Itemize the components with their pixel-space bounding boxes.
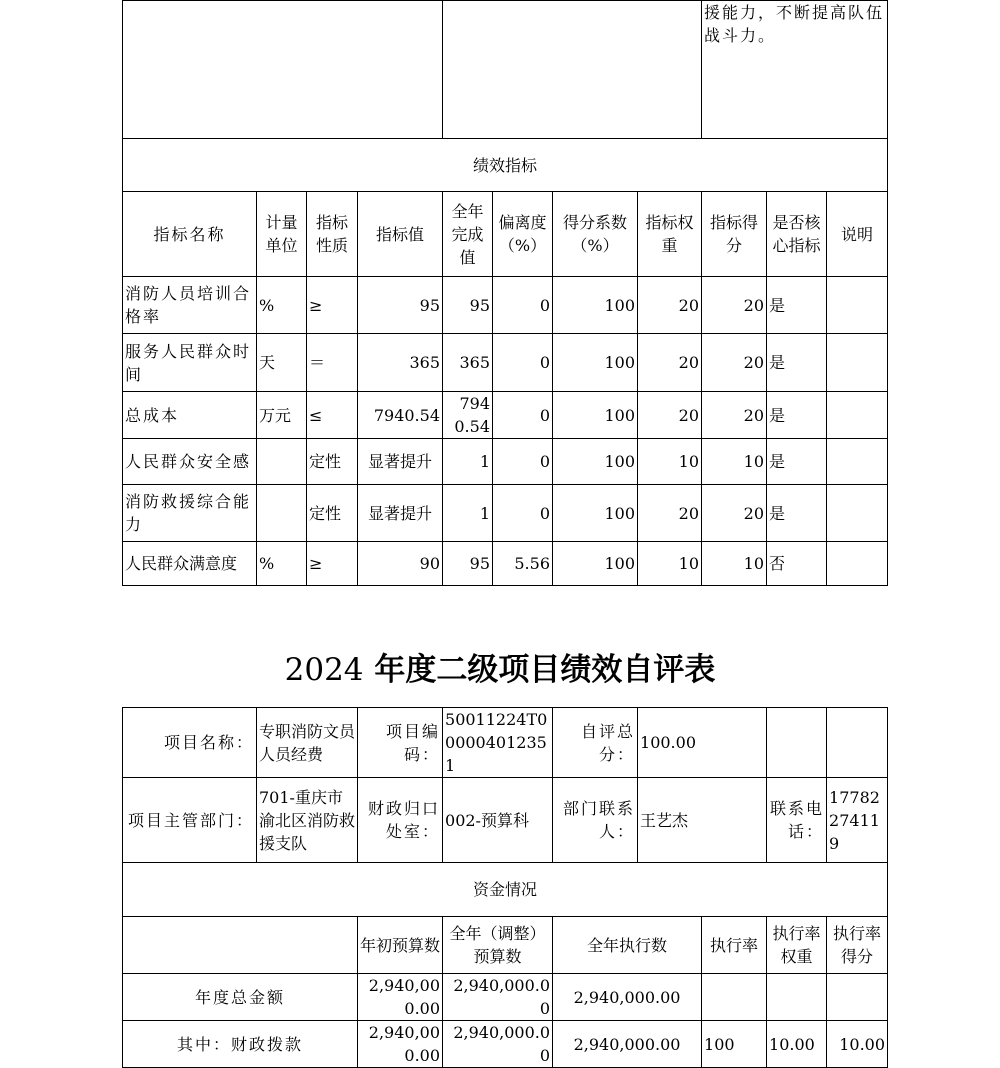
nature-cell: ＝ xyxy=(307,334,358,392)
performance-indicator-table xyxy=(122,0,888,586)
contact-person-value: 王艺杰 xyxy=(638,778,767,863)
self-score-label: 自评总分： xyxy=(553,708,638,778)
execution-rate: 100 xyxy=(702,1021,767,1068)
core-flag-cell: 是 xyxy=(767,334,827,392)
weight-cell: 20 xyxy=(638,334,702,392)
execution-score: 10.00 xyxy=(827,1021,888,1068)
score-cell: 20 xyxy=(702,334,767,392)
score-coef-cell: 100 xyxy=(553,392,638,439)
department-value: 701-重庆市渝北区消防救援支队 xyxy=(257,778,358,863)
deviation-cell: 0 xyxy=(493,392,553,439)
funds-header-row xyxy=(123,917,888,974)
core-flag-cell: 是 xyxy=(767,277,827,334)
continued-row xyxy=(123,1,888,139)
unit-cell xyxy=(257,485,307,542)
note-cell xyxy=(827,439,888,485)
target-value: 95 xyxy=(358,277,443,334)
unit-cell: 天 xyxy=(257,334,307,392)
header-cell: 偏离度（%） xyxy=(493,192,553,277)
weight-cell: 10 xyxy=(638,542,702,586)
target-value: 365 xyxy=(358,334,443,392)
project-evaluation-table xyxy=(122,707,888,1068)
actual-value: 1 xyxy=(443,439,493,485)
funds-row xyxy=(123,1021,888,1068)
self-score-value: 100.00 xyxy=(638,708,767,778)
header-row xyxy=(123,192,888,277)
table-row xyxy=(123,542,888,586)
deviation-cell: 0 xyxy=(493,334,553,392)
finance-office-value: 002-预算科 xyxy=(443,778,553,863)
score-coef-cell: 100 xyxy=(553,485,638,542)
funds-header-cell: 全年执行数 xyxy=(553,917,702,974)
unit-cell: % xyxy=(257,542,307,586)
header-cell: 全年完成值 xyxy=(443,192,493,277)
core-flag-cell: 是 xyxy=(767,392,827,439)
target-value: 显著提升 xyxy=(358,485,443,542)
note-cell xyxy=(827,334,888,392)
header-cell: 说明 xyxy=(827,192,888,277)
initial-budget: 2,940,000.00 xyxy=(358,1021,443,1068)
weight-cell: 10 xyxy=(638,439,702,485)
deviation-cell: 5.56 xyxy=(493,542,553,586)
adjusted-budget: 2,940,000.00 xyxy=(443,1021,553,1068)
indicator-name: 消防救援综合能力 xyxy=(123,485,257,542)
weight-cell: 20 xyxy=(638,277,702,334)
score-coef-cell: 100 xyxy=(553,277,638,334)
project-name-row xyxy=(123,708,888,778)
score-cell: 20 xyxy=(702,485,767,542)
adjusted-budget: 2,940,000.00 xyxy=(443,974,553,1021)
header-cell: 计量单位 xyxy=(257,192,307,277)
continued-text: 援能力，不断提高队伍战斗力。 xyxy=(702,1,888,139)
actual-value: 1 xyxy=(443,485,493,542)
department-label: 项目主管部门： xyxy=(123,778,257,863)
funds-header-cell: 执行率权重 xyxy=(767,917,827,974)
target-value: 7940.54 xyxy=(358,392,443,439)
funds-header-cell: 执行率得分 xyxy=(827,917,888,974)
score-cell: 10 xyxy=(702,439,767,485)
indicator-name: 服务人民群众时间 xyxy=(123,334,257,392)
table-row xyxy=(123,439,888,485)
deviation-cell: 0 xyxy=(493,439,553,485)
section-title-row xyxy=(123,139,888,192)
nature-cell: 定性 xyxy=(307,485,358,542)
table-row xyxy=(123,334,888,392)
header-cell: 得分系数（%） xyxy=(553,192,638,277)
header-cell: 指标权重 xyxy=(638,192,702,277)
funds-row-label: 年度总金额 xyxy=(123,974,358,1021)
project-code-value: 50011224T000004012351 xyxy=(443,708,553,778)
weight-cell: 20 xyxy=(638,485,702,542)
finance-office-label: 财政归口处室： xyxy=(358,778,443,863)
header-cell: 指标性质 xyxy=(307,192,358,277)
table-row xyxy=(123,392,888,439)
blank-cell xyxy=(123,1,443,139)
note-cell xyxy=(827,277,888,334)
note-cell xyxy=(827,542,888,586)
actual-value: 365 xyxy=(443,334,493,392)
target-value: 显著提升 xyxy=(358,439,443,485)
funds-section-title: 资金情况 xyxy=(123,863,888,917)
phone-value: 17782274119 xyxy=(827,778,888,863)
table-row xyxy=(123,485,888,542)
core-flag-cell: 是 xyxy=(767,485,827,542)
execution-weight: 10.00 xyxy=(767,1021,827,1068)
unit-cell: % xyxy=(257,277,307,334)
execution-rate xyxy=(702,974,767,1021)
nature-cell: ≥ xyxy=(307,277,358,334)
actual-value: 95 xyxy=(443,277,493,334)
actual-value: 95 xyxy=(443,542,493,586)
blank-cell xyxy=(443,1,702,139)
department-row xyxy=(123,778,888,863)
project-name-label: 项目名称： xyxy=(123,708,257,778)
executed-amount: 2,940,000.00 xyxy=(553,974,702,1021)
score-cell: 10 xyxy=(702,542,767,586)
header-cell: 是否核心指标 xyxy=(767,192,827,277)
blank-cell xyxy=(767,708,827,778)
deviation-cell: 0 xyxy=(493,485,553,542)
funds-section-row xyxy=(123,863,888,917)
target-value: 90 xyxy=(358,542,443,586)
funds-header-cell xyxy=(123,917,358,974)
initial-budget: 2,940,000.00 xyxy=(358,974,443,1021)
actual-value: 7940.54 xyxy=(443,392,493,439)
page-title xyxy=(0,648,1000,692)
project-code-label: 项目编码： xyxy=(358,708,443,778)
deviation-cell: 0 xyxy=(493,277,553,334)
header-cell: 指标值 xyxy=(358,192,443,277)
score-coef-cell: 100 xyxy=(553,334,638,392)
score-coef-cell: 100 xyxy=(553,439,638,485)
executed-amount: 2,940,000.00 xyxy=(553,1021,702,1068)
funds-header-cell: 执行率 xyxy=(702,917,767,974)
note-cell xyxy=(827,485,888,542)
unit-cell xyxy=(257,439,307,485)
header-cell: 指标名称 xyxy=(123,192,257,277)
core-flag-cell: 是 xyxy=(767,439,827,485)
score-coef-cell: 100 xyxy=(553,542,638,586)
execution-score xyxy=(827,974,888,1021)
nature-cell: ≥ xyxy=(307,542,358,586)
funds-row xyxy=(123,974,888,1021)
score-cell: 20 xyxy=(702,277,767,334)
nature-cell: ≤ xyxy=(307,392,358,439)
weight-cell: 20 xyxy=(638,392,702,439)
indicator-name: 人民群众满意度 xyxy=(123,542,257,586)
blank-cell xyxy=(827,708,888,778)
funds-row-label: 其中：财政拨款 xyxy=(123,1021,358,1068)
unit-cell: 万元 xyxy=(257,392,307,439)
core-flag-cell: 否 xyxy=(767,542,827,586)
section-title: 绩效指标 xyxy=(123,139,888,192)
score-cell: 20 xyxy=(702,392,767,439)
header-cell: 指标得分 xyxy=(702,192,767,277)
title-text: 年度二级项目绩效自评表 xyxy=(374,652,716,688)
indicator-name: 总成本 xyxy=(123,392,257,439)
funds-header-cell: 年初预算数 xyxy=(358,917,443,974)
phone-label: 联系电话： xyxy=(767,778,827,863)
funds-header-cell: 全年（调整）预算数 xyxy=(443,917,553,974)
indicator-name: 人民群众安全感 xyxy=(123,439,257,485)
nature-cell: 定性 xyxy=(307,439,358,485)
execution-weight xyxy=(767,974,827,1021)
contact-person-label: 部门联系人： xyxy=(553,778,638,863)
table-row xyxy=(123,277,888,334)
title-year: 2024 xyxy=(284,652,364,688)
indicator-name: 消防人员培训合格率 xyxy=(123,277,257,334)
note-cell xyxy=(827,392,888,439)
project-name-value: 专职消防文员人员经费 xyxy=(257,708,358,778)
